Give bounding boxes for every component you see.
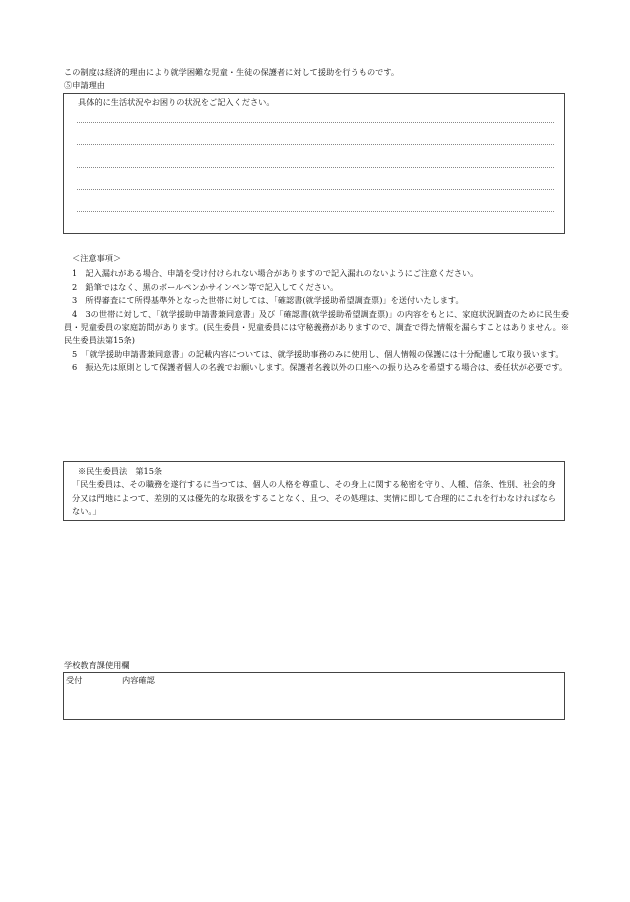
office-use-box bbox=[63, 672, 565, 720]
writing-line bbox=[77, 189, 554, 190]
law-text: 「民生委員は、その職務を遂行するに当つては、個人の人格を尊重し、その身上に関する秘密を守り、人種、信条、性別、社会的身分又は門地によつて、差別的又は優先的な取扱をすることなく、且つ、その処理は、実情に即して合理的にこれを行わなければならない。」 bbox=[72, 479, 556, 517]
note-item: 2 鉛筆ではなく、黒のボールペンかサインペン等で記入してください。 bbox=[72, 281, 339, 292]
reason-prompt: 具体的に生活状況やお困りの状況をご記入ください。 bbox=[78, 97, 275, 107]
writing-line bbox=[77, 211, 554, 212]
content-confirm-label: 内容確認 bbox=[122, 675, 155, 685]
writing-line bbox=[77, 122, 554, 123]
notes-heading: ＜注意事項＞ bbox=[72, 253, 122, 263]
notes-section bbox=[64, 252, 569, 375]
note-item: 1 記入漏れがある場合、申請を受け付けられない場合がありますので記入漏れのないようにご注意ください。 bbox=[72, 268, 479, 279]
note-item: 4 3の世帯に対して、「就学援助申請書兼同意書」及び「確認書(就学援助希望調査票)」の内容をもとに、家庭状況調査のために民生委員・児童委員の家庭訪問があります。(民生委員・児童委員には守秘義務がありますので、調査で得た情報を漏らすことはありません。※民生委員法第15条) bbox=[64, 308, 569, 346]
received-label: 受付 bbox=[66, 675, 83, 685]
reason-section-title: ⑤申請理由 bbox=[64, 80, 105, 90]
note-item: 6 振込先は原則として保護者個人の名義でお願いします。保護者名義以外の口座への振り込みを希望する場合は、委任状が必要です。 bbox=[72, 362, 568, 373]
law-title: ※民生委員法 第15条 bbox=[78, 466, 163, 476]
writing-line bbox=[77, 167, 554, 168]
law-box bbox=[63, 461, 565, 521]
office-use-title: 学校教育課使用欄 bbox=[64, 660, 130, 670]
intro-text: この制度は経済的理由により就学困難な児童・生徒の保護者に対して援助を行うものです。 bbox=[64, 67, 400, 77]
note-item: 5 「就学援助申請書兼同意書」の記載内容については、就学援助事務のみに使用し、個人情報の保護には十分配慮して取り扱います。 bbox=[72, 348, 564, 359]
note-item: 3 所得審査にて所得基準外となった世帯に対しては、「確認書(就学援助希望調査票)」を送付いたします。 bbox=[72, 295, 464, 306]
reason-box[interactable] bbox=[63, 93, 565, 234]
writing-line bbox=[77, 144, 554, 145]
